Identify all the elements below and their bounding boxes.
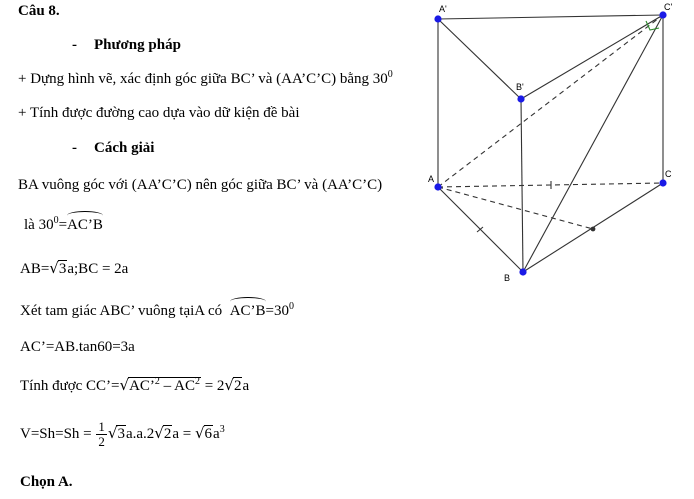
- square-sup: 2: [154, 376, 160, 387]
- sqrt-3: 3: [58, 261, 67, 277]
- degree-sup: 0: [53, 215, 59, 226]
- solution-line-4: [20, 302, 294, 320]
- method-line-1: [18, 70, 393, 88]
- volume-label: V=Sh=Sh =: [20, 425, 92, 442]
- equals-30: =30: [265, 303, 289, 319]
- method-line-2: + Tính được đường cao dựa vào dữ kiện đề bài: [18, 105, 300, 121]
- sqrt-expression: [128, 377, 201, 394]
- label-b: B: [504, 273, 511, 283]
- segment-a-mid-hidden: [438, 187, 593, 229]
- ac-prime: AC’: [129, 378, 155, 394]
- vertex-c: [659, 179, 666, 186]
- unit-a: a: [213, 425, 220, 442]
- edge-a1-b1: [438, 19, 521, 99]
- angle-acb: AC’B: [229, 303, 266, 319]
- sqrt-2: 2: [163, 425, 172, 442]
- solution-line-6: [20, 376, 249, 395]
- edge-b1-c1: [521, 15, 663, 99]
- label-a: A: [428, 174, 435, 184]
- method-heading: Phương pháp: [94, 37, 181, 53]
- equals-text: a =: [172, 425, 192, 442]
- sqrt-2: 2: [233, 378, 242, 394]
- segment-a-c1-hidden: [438, 15, 663, 187]
- question-title: Câu 8.: [18, 3, 60, 19]
- sqrt-symbol: √: [107, 423, 118, 442]
- sqrt-symbol: √: [194, 423, 205, 442]
- cube-sup: 3: [219, 423, 225, 435]
- sqrt-6: 6: [204, 425, 213, 442]
- solution-line-3: [20, 259, 128, 278]
- vertex-c1: [659, 11, 666, 18]
- vertex-a1: [434, 15, 441, 22]
- vertex-b: [519, 268, 526, 275]
- equals-2: = 2: [200, 378, 225, 394]
- solution-line-7: [20, 420, 225, 449]
- minus-sign: –: [159, 378, 175, 394]
- midpoint-dot: [591, 227, 596, 232]
- answer: Chọn A.: [20, 474, 73, 490]
- solution-heading: Cách giải: [94, 140, 155, 156]
- solution-line-1: BA vuông góc với (AA’C’C) nên góc giữa BC’ và (AA’C’C): [18, 177, 383, 193]
- vertex-b1: [517, 95, 524, 102]
- equals-sign: =: [58, 217, 68, 233]
- label-c1: C': [664, 2, 673, 12]
- vertices: [434, 11, 666, 275]
- degree-sup: 0: [289, 301, 294, 312]
- method-dash: -: [72, 37, 77, 53]
- vertex-a: [434, 183, 441, 190]
- line-2-text: là 30: [24, 217, 54, 233]
- segment-b-c1: [523, 15, 663, 272]
- unit-a: a: [242, 378, 250, 394]
- sqrt-symbol: √: [154, 423, 164, 442]
- fraction-one-half: [96, 420, 107, 449]
- edge-a1-c1: [438, 15, 663, 19]
- method-line-1-text: + Dựng hình vẽ, xác định góc giữa BC’ và (AA’C’C) bằng 30: [18, 71, 388, 87]
- product-text: a.a.2: [125, 425, 155, 442]
- sqrt-symbol: √: [224, 376, 234, 394]
- square-sup: 2: [194, 376, 200, 387]
- angle-acb: AC’B: [67, 217, 103, 233]
- label-a1: A': [439, 4, 447, 14]
- line-6-text: Tính được CC’=: [20, 378, 120, 394]
- fraction-numerator: 1: [98, 419, 105, 434]
- label-b1: B': [516, 82, 524, 92]
- line-4-text: Xét tam giác ABC’ vuông tạiA có: [20, 303, 223, 319]
- fraction-denominator: 2: [98, 434, 105, 449]
- sqrt-3: 3: [117, 425, 125, 442]
- solution-dash: -: [72, 140, 77, 156]
- solution-line-2: [24, 216, 103, 234]
- prism-figure: [418, 0, 694, 290]
- degree-sup: 0: [387, 69, 393, 80]
- ac: AC: [174, 378, 195, 394]
- ab-bc-values: a;BC = 2a: [67, 261, 129, 277]
- sqrt-symbol: √: [119, 376, 130, 394]
- label-c: C: [665, 169, 672, 179]
- solution-line-5: AC’=AB.tan60=3a: [20, 339, 135, 355]
- ab-label: AB=: [20, 261, 50, 277]
- sqrt-symbol: √: [49, 259, 59, 277]
